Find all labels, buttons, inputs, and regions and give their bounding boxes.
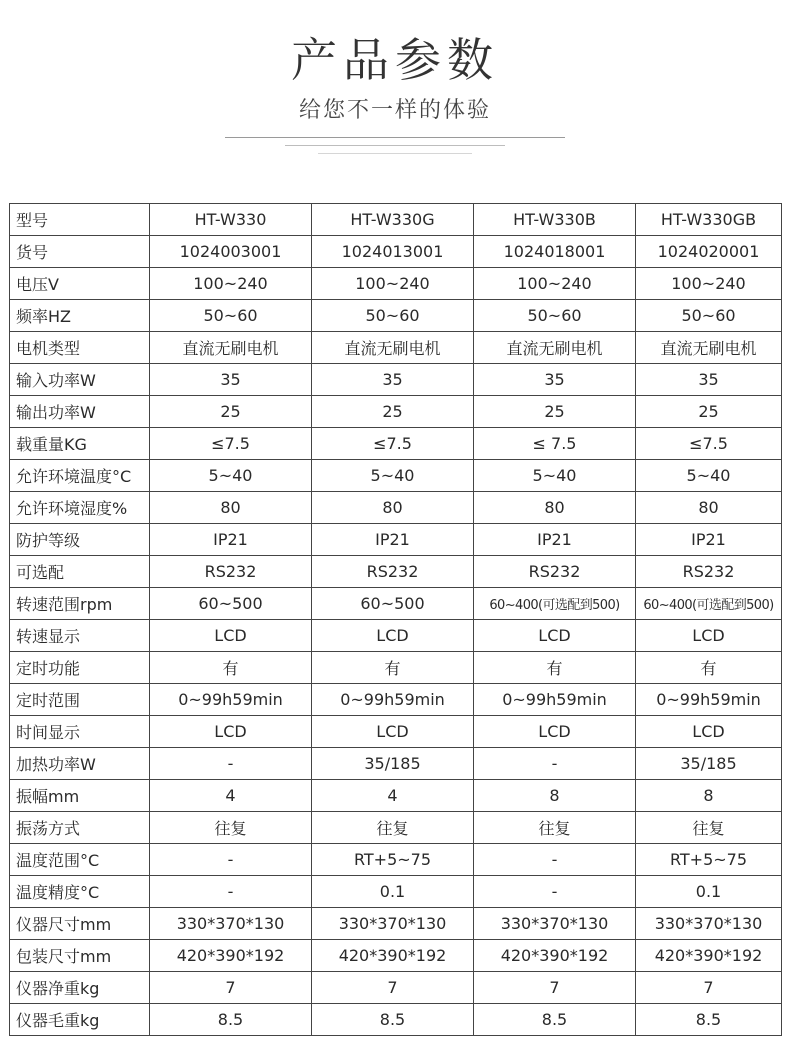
table-cell: 35/185 [312, 748, 474, 780]
table-cell: IP21 [150, 524, 312, 556]
table-cell: 0~99h59min [636, 684, 782, 716]
table-cell: 4 [312, 780, 474, 812]
table-cell: - [150, 748, 312, 780]
table-cell: HT-W330GB [636, 204, 782, 236]
table-cell: 1024018001 [474, 236, 636, 268]
table-row [10, 620, 782, 652]
table-cell: - [150, 844, 312, 876]
table-cell: 0~99h59min [312, 684, 474, 716]
table-cell: 5~40 [312, 460, 474, 492]
table-cell: 8.5 [312, 1004, 474, 1036]
table-cell: 7 [636, 972, 782, 1004]
table-row [10, 588, 782, 620]
table-cell: 100~240 [150, 268, 312, 300]
table-cell: 8.5 [636, 1004, 782, 1036]
table-cell: 0.1 [312, 876, 474, 908]
table-cell: 8.5 [474, 1004, 636, 1036]
row-label: 加热功率W [10, 748, 150, 780]
row-label: 货号 [10, 236, 150, 268]
table-cell: 4 [150, 780, 312, 812]
table-row [10, 972, 782, 1004]
table-cell: 5~40 [636, 460, 782, 492]
table-row [10, 428, 782, 460]
table-cell: 60~500 [312, 588, 474, 620]
table-cell: 100~240 [312, 268, 474, 300]
table-cell: ≤ 7.5 [474, 428, 636, 460]
table-cell: 35 [312, 364, 474, 396]
table-cell: 有 [636, 652, 782, 684]
table-cell: - [474, 876, 636, 908]
row-label: 允许环境温度°C [10, 460, 150, 492]
table-cell: HT-W330 [150, 204, 312, 236]
table-cell: 50~60 [150, 300, 312, 332]
table-cell: ≤7.5 [636, 428, 782, 460]
table-cell: 60~500 [150, 588, 312, 620]
table-cell: 7 [474, 972, 636, 1004]
table-row [10, 844, 782, 876]
page-title: 产品参数 [291, 33, 499, 87]
table-cell: 直流无刷电机 [150, 332, 312, 364]
row-label: 载重量KG [10, 428, 150, 460]
table-cell: 有 [474, 652, 636, 684]
row-label: 振幅mm [10, 780, 150, 812]
table-cell: 60~400(可选配到500) [474, 588, 636, 620]
table-row [10, 652, 782, 684]
table-cell: 80 [150, 492, 312, 524]
table-row [10, 748, 782, 780]
table-cell: LCD [312, 716, 474, 748]
divider-line [285, 145, 505, 146]
table-cell: RS232 [636, 556, 782, 588]
table-cell: 100~240 [474, 268, 636, 300]
table-cell: - [150, 876, 312, 908]
row-label: 频率HZ [10, 300, 150, 332]
table-row [10, 1004, 782, 1036]
table-row [10, 332, 782, 364]
row-label: 仪器毛重kg [10, 1004, 150, 1036]
table-cell: 25 [312, 396, 474, 428]
table-cell: 420*390*192 [150, 940, 312, 972]
table-cell: IP21 [312, 524, 474, 556]
row-label: 转速范围rpm [10, 588, 150, 620]
table-cell: 420*390*192 [312, 940, 474, 972]
table-row [10, 396, 782, 428]
divider-line [225, 137, 565, 138]
table-cell: 往复 [636, 812, 782, 844]
table-cell: 25 [474, 396, 636, 428]
table-row [10, 876, 782, 908]
table-cell: 8 [636, 780, 782, 812]
table-row [10, 716, 782, 748]
table-cell: 往复 [474, 812, 636, 844]
table-cell: 50~60 [474, 300, 636, 332]
table-cell: 有 [150, 652, 312, 684]
table-cell: RS232 [474, 556, 636, 588]
row-label: 温度精度°C [10, 876, 150, 908]
table-row [10, 684, 782, 716]
table-cell: 80 [474, 492, 636, 524]
table-cell: 50~60 [312, 300, 474, 332]
row-label: 输入功率W [10, 364, 150, 396]
table-cell: 25 [636, 396, 782, 428]
table-cell: 330*370*130 [636, 908, 782, 940]
row-label: 振荡方式 [10, 812, 150, 844]
row-label: 电压V [10, 268, 150, 300]
table-cell: 直流无刷电机 [474, 332, 636, 364]
divider-line [318, 153, 472, 154]
table-cell: 直流无刷电机 [312, 332, 474, 364]
row-label: 温度范围°C [10, 844, 150, 876]
row-label: 转速显示 [10, 620, 150, 652]
table-cell: 35 [474, 364, 636, 396]
row-label: 包装尺寸mm [10, 940, 150, 972]
spec-table [9, 203, 782, 1036]
table-cell: 35 [150, 364, 312, 396]
row-label: 型号 [10, 204, 150, 236]
table-row [10, 268, 782, 300]
table-row [10, 300, 782, 332]
table-cell: 往复 [312, 812, 474, 844]
table-row [10, 236, 782, 268]
table-cell: 330*370*130 [474, 908, 636, 940]
row-label: 电机类型 [10, 332, 150, 364]
table-cell: RT+5~75 [636, 844, 782, 876]
table-row [10, 908, 782, 940]
table-cell: ≤7.5 [312, 428, 474, 460]
table-cell: 35 [636, 364, 782, 396]
table-cell: HT-W330G [312, 204, 474, 236]
table-cell: IP21 [636, 524, 782, 556]
table-cell: 7 [312, 972, 474, 1004]
table-cell: LCD [150, 716, 312, 748]
table-cell: LCD [474, 716, 636, 748]
table-cell: 330*370*130 [312, 908, 474, 940]
table-cell: 100~240 [636, 268, 782, 300]
table-cell: HT-W330B [474, 204, 636, 236]
table-row [10, 204, 782, 236]
table-cell: 有 [312, 652, 474, 684]
row-label: 仪器净重kg [10, 972, 150, 1004]
table-cell: 50~60 [636, 300, 782, 332]
table-cell: 80 [636, 492, 782, 524]
table-cell: 1024003001 [150, 236, 312, 268]
table-cell: 80 [312, 492, 474, 524]
row-label: 时间显示 [10, 716, 150, 748]
table-cell: LCD [312, 620, 474, 652]
table-cell: LCD [150, 620, 312, 652]
table-cell: LCD [474, 620, 636, 652]
table-cell: 35/185 [636, 748, 782, 780]
table-row [10, 492, 782, 524]
table-cell: 直流无刷电机 [636, 332, 782, 364]
table-row [10, 780, 782, 812]
page-subtitle: 给您不一样的体验 [298, 98, 491, 123]
row-label: 防护等级 [10, 524, 150, 556]
table-cell: 1024020001 [636, 236, 782, 268]
table-row [10, 460, 782, 492]
table-cell: 7 [150, 972, 312, 1004]
table-cell: - [474, 748, 636, 780]
table-cell: 5~40 [474, 460, 636, 492]
table-cell: 0.1 [636, 876, 782, 908]
table-cell: IP21 [474, 524, 636, 556]
table-row [10, 812, 782, 844]
table-cell: RS232 [150, 556, 312, 588]
row-label: 允许环境湿度% [10, 492, 150, 524]
table-cell: 8 [474, 780, 636, 812]
row-label: 定时功能 [10, 652, 150, 684]
table-cell: 8.5 [150, 1004, 312, 1036]
table-cell: LCD [636, 620, 782, 652]
table-cell: 60~400(可选配到500) [636, 588, 782, 620]
table-cell: 25 [150, 396, 312, 428]
table-cell: ≤7.5 [150, 428, 312, 460]
table-row [10, 940, 782, 972]
table-row [10, 556, 782, 588]
row-label: 输出功率W [10, 396, 150, 428]
table-row [10, 524, 782, 556]
table-cell: 5~40 [150, 460, 312, 492]
table-row [10, 364, 782, 396]
row-label: 仪器尺寸mm [10, 908, 150, 940]
table-cell: 1024013001 [312, 236, 474, 268]
table-cell: 420*390*192 [636, 940, 782, 972]
table-cell: RT+5~75 [312, 844, 474, 876]
row-label: 定时范围 [10, 684, 150, 716]
row-label: 可选配 [10, 556, 150, 588]
table-cell: 0~99h59min [474, 684, 636, 716]
table-cell: LCD [636, 716, 782, 748]
table-cell: 往复 [150, 812, 312, 844]
table-cell: - [474, 844, 636, 876]
table-cell: RS232 [312, 556, 474, 588]
table-cell: 0~99h59min [150, 684, 312, 716]
table-cell: 420*390*192 [474, 940, 636, 972]
table-cell: 330*370*130 [150, 908, 312, 940]
